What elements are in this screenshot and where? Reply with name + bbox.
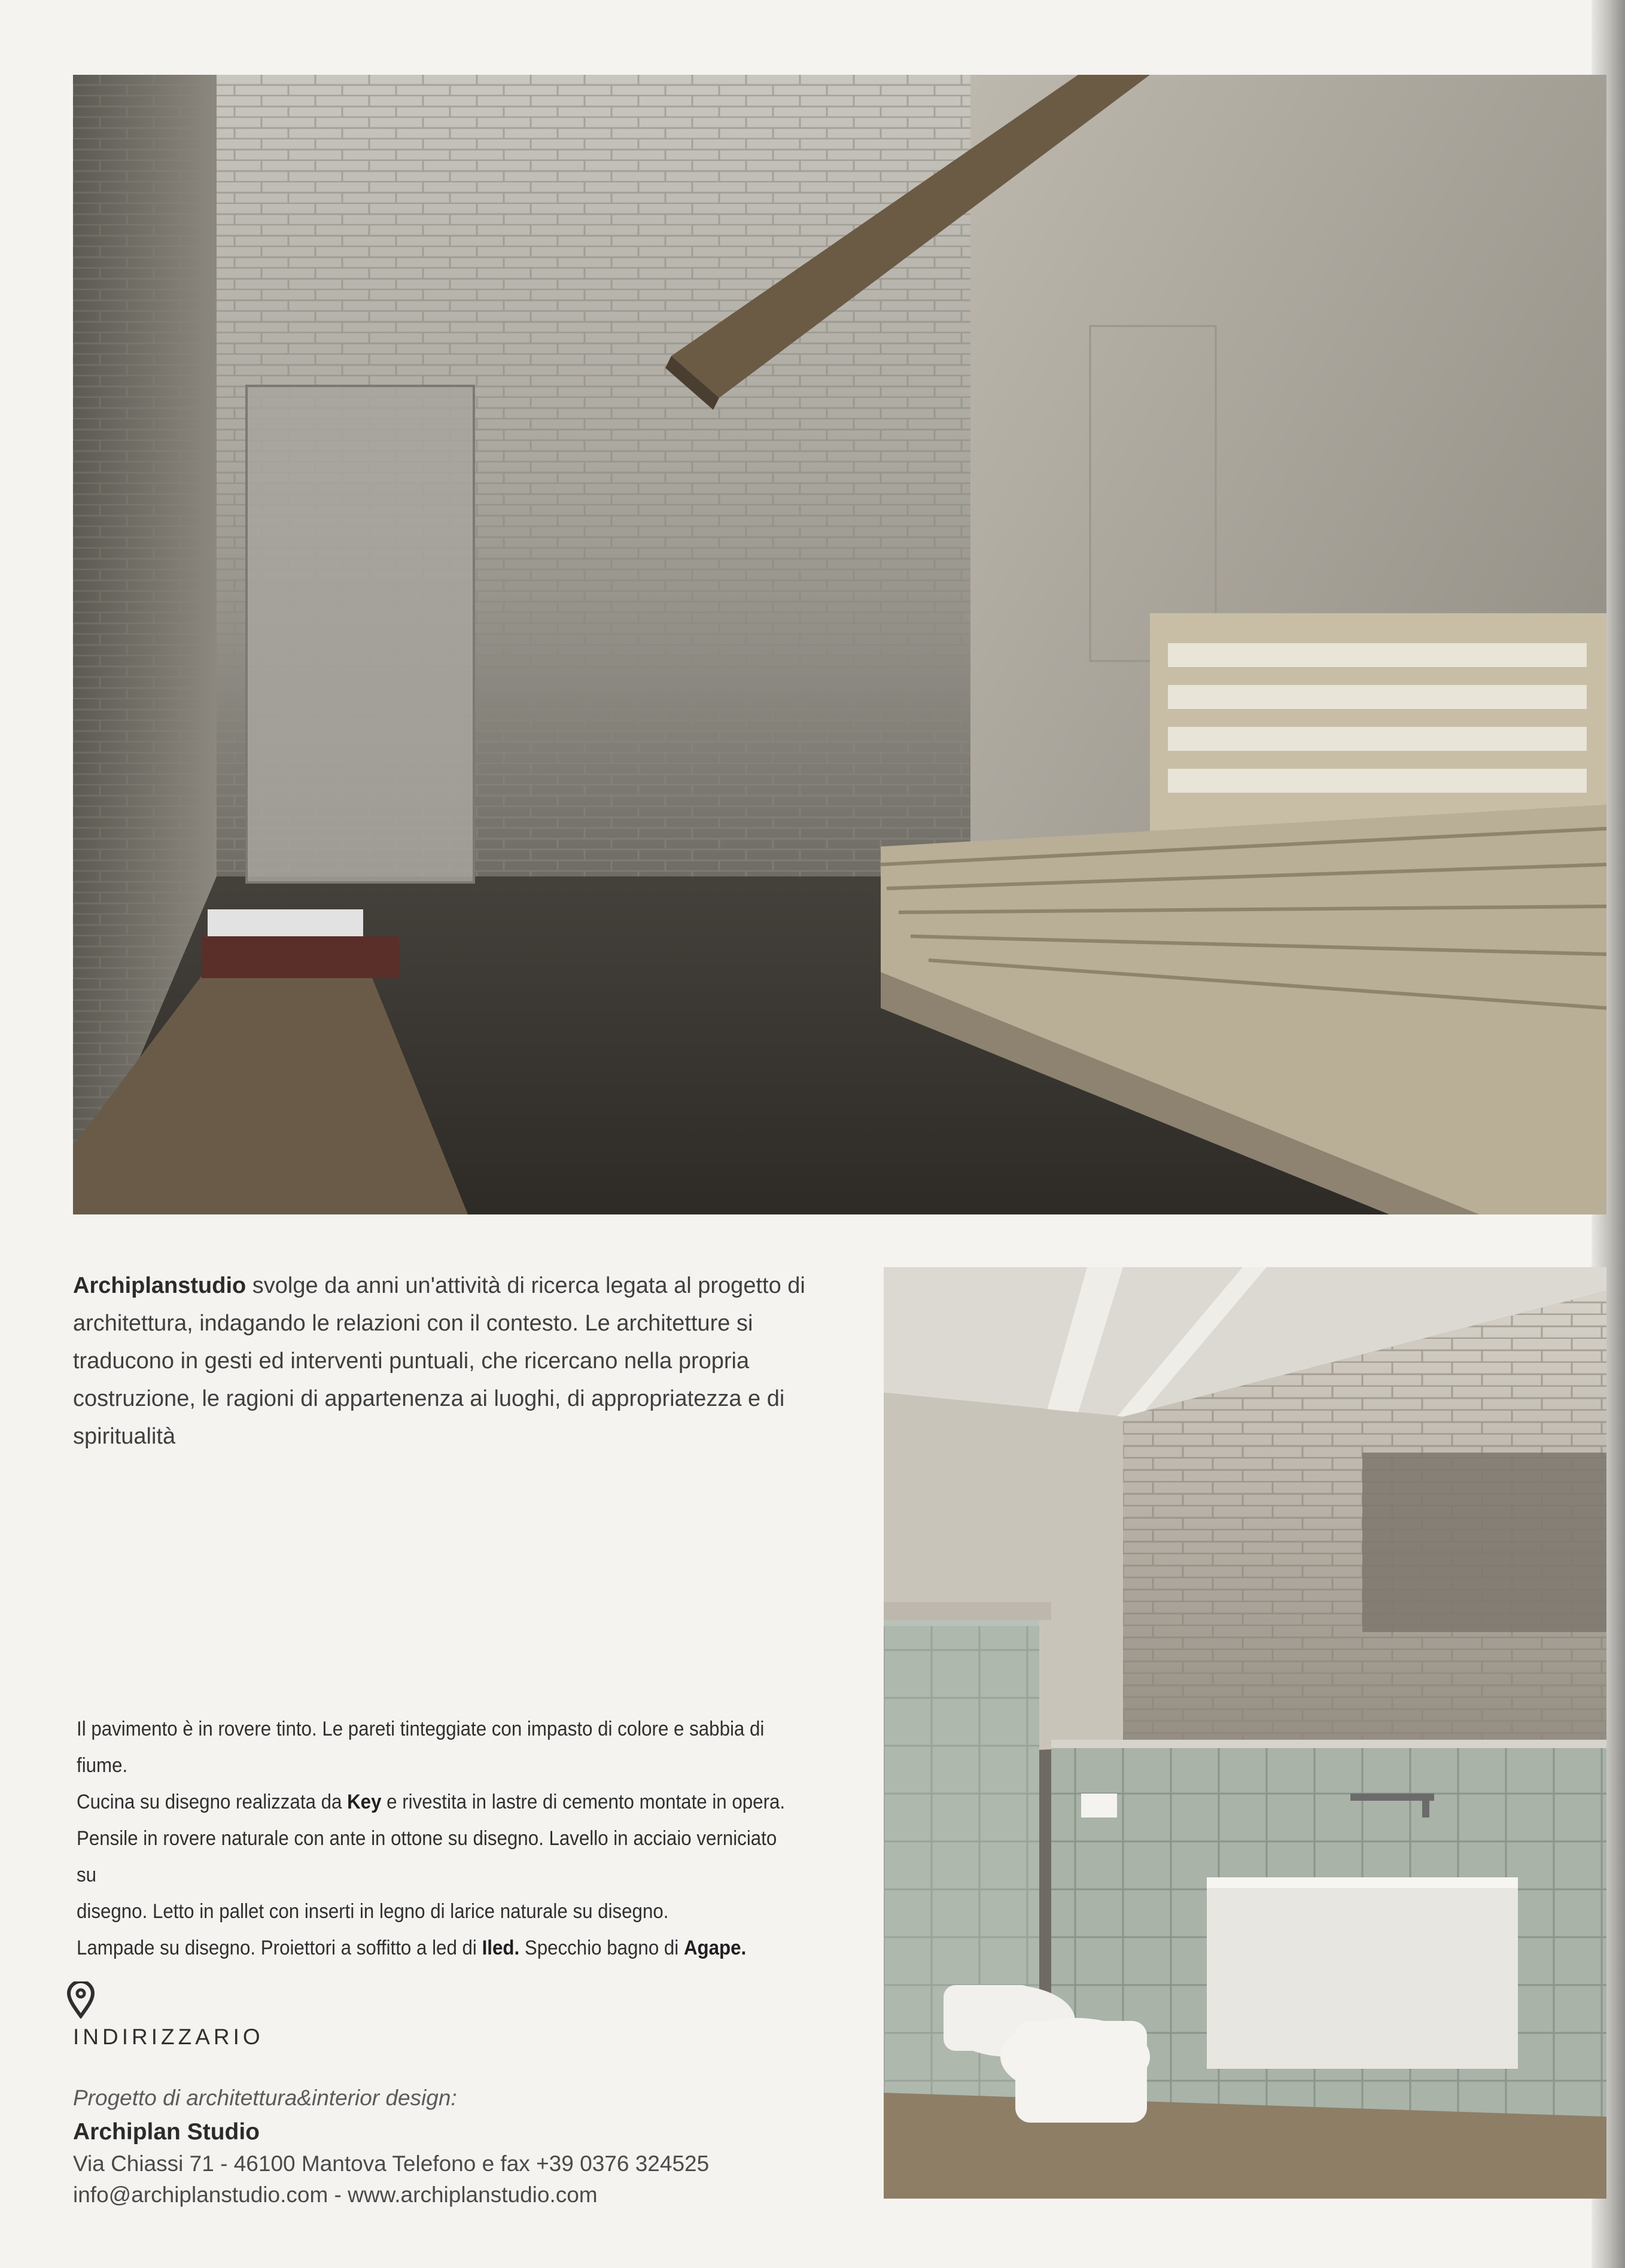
specs-text: Specchio bagno di bbox=[519, 1937, 684, 1959]
intro-paragraph bbox=[73, 1267, 836, 1456]
specs-text: e rivestita in lastre di cemento montate in opera. bbox=[381, 1791, 786, 1813]
brand-agape: Agape. bbox=[683, 1937, 747, 1959]
bathroom-photo bbox=[884, 1267, 1606, 2199]
studio-address: Via Chiassi 71 - 46100 Mantova Telefono e fax +39 0376 324525 bbox=[73, 2151, 710, 2176]
specs-line: disegno. Letto in pallet con inserti in legno di larice naturale su disegno. bbox=[77, 1900, 669, 1923]
studio-name: Archiplan Studio bbox=[73, 2119, 260, 2145]
brand-key: Key bbox=[347, 1791, 382, 1813]
specs-line bbox=[77, 1930, 787, 1966]
intro-text: svolge da anni un'attività di ricerca legata al progetto di architettura, indagando le relazioni con il contesto. Le architetture si traducono in gesti ed interventi puntuali, che ricercano nella propria costruzione, le ragioni di appartenenza ai luoghi, di appropriatezza e di spiritualità bbox=[73, 1273, 805, 1449]
specs-text: Lampade su disegno. Proiettori a soffitto a led di bbox=[77, 1937, 482, 1959]
intro-brand: Archiplanstudio bbox=[73, 1273, 247, 1298]
directory-title: INDIRIZZARIO bbox=[73, 2025, 264, 2049]
location-pin-icon bbox=[66, 1981, 96, 2019]
bedroom-photo bbox=[73, 75, 1606, 1214]
specs-paragraph bbox=[77, 1711, 787, 1966]
specs-line: Pensile in rovere naturale con ante in ottone su disegno. Lavello in acciaio verniciato su bbox=[77, 1827, 777, 1886]
specs-line: Il pavimento è in rovere tinto. Le pareti tinteggiate con impasto di colore e sabbia di fiume. bbox=[77, 1718, 765, 1777]
brand-iled: Iled. bbox=[482, 1937, 520, 1959]
directory-subtitle: Progetto di architettura&interior design: bbox=[73, 2086, 457, 2110]
studio-contacts: info@archiplanstudio.com - www.archiplanstudio.com bbox=[73, 2182, 598, 2207]
specs-line bbox=[77, 1784, 787, 1821]
specs-text: Cucina su disegno realizzata da bbox=[77, 1791, 348, 1813]
